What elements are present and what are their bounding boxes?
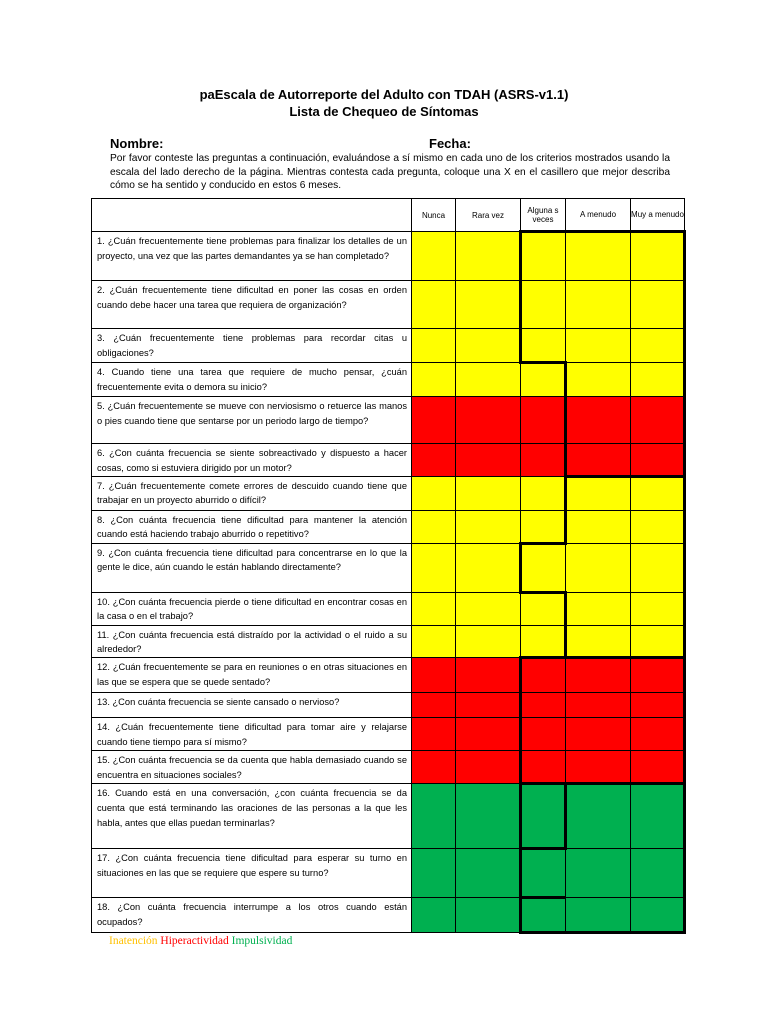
question-text: 9. ¿Con cuánta frecuencia tiene dificultad para concentrarse en lo que la gente le dice, aún cuando le están hablando directamente? <box>92 543 412 592</box>
question-text: 11. ¿Con cuánta frecuencia está distraído por la actividad o el ruido a su alrededor? <box>92 625 412 658</box>
answer-cell-rara-vez[interactable] <box>456 232 521 281</box>
question-row <box>92 718 685 751</box>
answer-cell-algunas-veces[interactable] <box>521 751 566 784</box>
answer-cell-muy-a-menudo[interactable] <box>631 510 685 543</box>
answer-cell-nunca[interactable] <box>412 751 456 784</box>
answer-cell-rara-vez[interactable] <box>456 363 521 397</box>
question-row <box>92 849 685 898</box>
answer-cell-a-menudo[interactable] <box>566 444 631 477</box>
answer-cell-rara-vez[interactable] <box>456 625 521 658</box>
answer-cell-muy-a-menudo[interactable] <box>631 363 685 397</box>
date-label: Fecha: <box>429 136 471 151</box>
answer-cell-muy-a-menudo[interactable] <box>631 444 685 477</box>
answer-cell-muy-a-menudo[interactable] <box>631 232 685 281</box>
answer-cell-algunas-veces[interactable] <box>521 543 566 592</box>
answer-cell-nunca[interactable] <box>412 718 456 751</box>
question-row <box>92 784 685 849</box>
answer-cell-muy-a-menudo[interactable] <box>631 784 685 849</box>
legend-inattention: Inatención <box>109 935 158 947</box>
symptom-checklist-table <box>91 198 686 934</box>
answer-cell-nunca[interactable] <box>412 444 456 477</box>
answer-cell-a-menudo[interactable] <box>566 693 631 718</box>
answer-cell-muy-a-menudo[interactable] <box>631 476 685 510</box>
question-text: 17. ¿Con cuánta frecuencia tiene dificultad para esperar su turno en situaciones en las que se requiere que espere su turno? <box>92 849 412 898</box>
question-row <box>92 592 685 625</box>
form-subtitle: Lista de Chequeo de Síntomas <box>289 104 479 119</box>
answer-cell-algunas-veces[interactable] <box>521 329 566 363</box>
answer-cell-a-menudo[interactable] <box>566 898 631 933</box>
answer-cell-muy-a-menudo[interactable] <box>631 397 685 444</box>
question-row <box>92 898 685 933</box>
answer-cell-nunca[interactable] <box>412 329 456 363</box>
answer-cell-algunas-veces[interactable] <box>521 232 566 281</box>
column-header-nunca: Nunca <box>412 199 456 232</box>
header-row <box>92 199 685 232</box>
question-text: 15. ¿Con cuánta frecuencia se da cuenta que habla demasiado cuando se encuentra en situaciones sociales? <box>92 751 412 784</box>
answer-cell-rara-vez[interactable] <box>456 658 521 693</box>
answer-cell-nunca[interactable] <box>412 363 456 397</box>
answer-cell-nunca[interactable] <box>412 693 456 718</box>
question-row <box>92 363 685 397</box>
answer-cell-nunca[interactable] <box>412 849 456 898</box>
question-header <box>92 199 412 232</box>
answer-cell-algunas-veces[interactable] <box>521 363 566 397</box>
question-row <box>92 232 685 281</box>
question-text: 8. ¿Con cuánta frecuencia tiene dificultad para mantener la atención cuando está haciendo trabajo aburrido o repetitivo? <box>92 510 412 543</box>
column-header-muy-a-menudo: Muy a menudo <box>631 199 685 232</box>
answer-cell-a-menudo[interactable] <box>566 718 631 751</box>
question-row <box>92 397 685 444</box>
answer-cell-algunas-veces[interactable] <box>521 510 566 543</box>
question-row <box>92 281 685 329</box>
answer-cell-algunas-veces[interactable] <box>521 849 566 898</box>
question-row <box>92 658 685 693</box>
question-text: 2. ¿Cuán frecuentemente tiene dificultad en poner las cosas en orden cuando debe hacer una tarea que requiera de organización? <box>92 281 412 329</box>
question-text: 4. Cuando tiene una tarea que requiere de mucho pensar, ¿cuán frecuentemente evita o demora su inicio? <box>92 363 412 397</box>
column-header-a-menudo: A menudo <box>566 199 631 232</box>
answer-cell-rara-vez[interactable] <box>456 849 521 898</box>
answer-cell-muy-a-menudo[interactable] <box>631 543 685 592</box>
answer-cell-muy-a-menudo[interactable] <box>631 658 685 693</box>
answer-cell-a-menudo[interactable] <box>566 329 631 363</box>
question-text: 13. ¿Con cuánta frecuencia se siente cansado o nervioso? <box>92 693 412 718</box>
question-text: 12. ¿Cuán frecuentemente se para en reuniones o en otras situaciones en las que se espera que se quede sentado? <box>92 658 412 693</box>
answer-cell-a-menudo[interactable] <box>566 543 631 592</box>
answer-cell-algunas-veces[interactable] <box>521 281 566 329</box>
answer-cell-a-menudo[interactable] <box>566 784 631 849</box>
question-row <box>92 329 685 363</box>
column-header-algunas-veces: Alguna s veces <box>521 199 566 232</box>
answer-cell-nunca[interactable] <box>412 397 456 444</box>
answer-cell-muy-a-menudo[interactable] <box>631 718 685 751</box>
answer-cell-muy-a-menudo[interactable] <box>631 898 685 933</box>
answer-cell-rara-vez[interactable] <box>456 444 521 477</box>
question-text: 14. ¿Cuán frecuentemente tiene dificultad para tomar aire y relajarse cuando tiene tiempo para sí mismo? <box>92 718 412 751</box>
answer-cell-rara-vez[interactable] <box>456 510 521 543</box>
question-row <box>92 476 685 510</box>
answer-cell-a-menudo[interactable] <box>566 849 631 898</box>
question-text: 1. ¿Cuán frecuentemente tiene problemas para finalizar los detalles de un proyecto, una vez que las partes demandantes ya se han completado? <box>92 232 412 281</box>
answer-cell-a-menudo[interactable] <box>566 658 631 693</box>
answer-cell-a-menudo[interactable] <box>566 751 631 784</box>
question-text: 7. ¿Cuán frecuentemente comete errores de descuido cuando tiene que trabajar en un proyecto aburrido o difícil? <box>92 476 412 510</box>
answer-cell-muy-a-menudo[interactable] <box>631 751 685 784</box>
answer-cell-a-menudo[interactable] <box>566 510 631 543</box>
answer-cell-nunca[interactable] <box>412 592 456 625</box>
answer-cell-a-menudo[interactable] <box>566 625 631 658</box>
answer-cell-algunas-veces[interactable] <box>521 784 566 849</box>
question-text: 10. ¿Con cuánta frecuencia pierde o tiene dificultad en encontrar cosas en la casa o en el trabajo? <box>92 592 412 625</box>
legend-hyperactivity: Hiperactividad <box>160 935 229 947</box>
answer-cell-algunas-veces[interactable] <box>521 625 566 658</box>
question-text: 6. ¿Con cuánta frecuencia se siente sobreactivado y dispuesto a hacer cosas, como si estuviera dirigido por un motor? <box>92 444 412 477</box>
question-row <box>92 444 685 477</box>
answer-cell-rara-vez[interactable] <box>456 693 521 718</box>
answer-cell-a-menudo[interactable] <box>566 363 631 397</box>
question-row <box>92 693 685 718</box>
answer-cell-muy-a-menudo[interactable] <box>631 625 685 658</box>
answer-cell-muy-a-menudo[interactable] <box>631 281 685 329</box>
answer-cell-rara-vez[interactable] <box>456 751 521 784</box>
answer-cell-algunas-veces[interactable] <box>521 693 566 718</box>
answer-cell-algunas-veces[interactable] <box>521 592 566 625</box>
answer-cell-algunas-veces[interactable] <box>521 444 566 477</box>
answer-cell-algunas-veces[interactable] <box>521 658 566 693</box>
answer-cell-muy-a-menudo[interactable] <box>631 849 685 898</box>
answer-cell-algunas-veces[interactable] <box>521 898 566 933</box>
question-text: 5. ¿Cuán frecuentemente se mueve con nerviosismo o retuerce las manos o pies cuando tiene que sentarse por un periodo largo de tiempo? <box>92 397 412 444</box>
answer-cell-nunca[interactable] <box>412 476 456 510</box>
answer-cell-nunca[interactable] <box>412 784 456 849</box>
question-text: 3. ¿Cuán frecuentemente tiene problemas para recordar citas u obligaciones? <box>92 329 412 363</box>
question-text: 16. Cuando está en una conversación, ¿con cuánta frecuencia se da cuenta que está terminando las oraciones de las personas a la que les habla, antes que ellas puedan terminarlas? <box>92 784 412 849</box>
answer-cell-rara-vez[interactable] <box>456 592 521 625</box>
answer-cell-nunca[interactable] <box>412 625 456 658</box>
question-text: 18. ¿Con cuánta frecuencia interrumpe a los otros cuando están ocupados? <box>92 898 412 933</box>
answer-cell-a-menudo[interactable] <box>566 592 631 625</box>
answer-cell-rara-vez[interactable] <box>456 476 521 510</box>
answer-cell-rara-vez[interactable] <box>456 898 521 933</box>
answer-cell-nunca[interactable] <box>412 658 456 693</box>
answer-cell-muy-a-menudo[interactable] <box>631 329 685 363</box>
answer-cell-a-menudo[interactable] <box>566 232 631 281</box>
category-legend <box>109 935 292 947</box>
legend-impulsivity: Impulsividad <box>231 935 293 947</box>
question-row <box>92 510 685 543</box>
answer-cell-muy-a-menudo[interactable] <box>631 592 685 625</box>
name-label: Nombre: <box>110 136 164 151</box>
question-row <box>92 625 685 658</box>
instructions-text: Por favor conteste las preguntas a continuación, evaluándose a sí mismo en cada uno de los criterios mostrados usando la escala del lado derecho de la página. Mientras contesta cada pregunta, coloque una X en el casillero que mejor describa cómo se ha sentido y conducido en estos 6 meses. <box>110 153 670 191</box>
answer-cell-algunas-veces[interactable] <box>521 718 566 751</box>
answer-cell-nunca[interactable] <box>412 898 456 933</box>
answer-cell-rara-vez[interactable] <box>456 397 521 444</box>
answer-cell-muy-a-menudo[interactable] <box>631 693 685 718</box>
answer-cell-algunas-veces[interactable] <box>521 476 566 510</box>
question-row <box>92 543 685 592</box>
answer-cell-nunca[interactable] <box>412 543 456 592</box>
answer-cell-nunca[interactable] <box>412 232 456 281</box>
answer-cell-rara-vez[interactable] <box>456 281 521 329</box>
answer-cell-nunca[interactable] <box>412 510 456 543</box>
form-title: paEscala de Autorreporte del Adulto con TDAH (ASRS-v1.1) <box>199 87 569 102</box>
question-row <box>92 751 685 784</box>
column-header-rara-vez: Rara vez <box>456 199 521 232</box>
answer-cell-a-menudo[interactable] <box>566 397 631 444</box>
answer-cell-rara-vez[interactable] <box>456 329 521 363</box>
answer-cell-a-menudo[interactable] <box>566 476 631 510</box>
answer-cell-nunca[interactable] <box>412 281 456 329</box>
answer-cell-rara-vez[interactable] <box>456 543 521 592</box>
answer-cell-rara-vez[interactable] <box>456 784 521 849</box>
answer-cell-a-menudo[interactable] <box>566 281 631 329</box>
answer-cell-rara-vez[interactable] <box>456 718 521 751</box>
answer-cell-algunas-veces[interactable] <box>521 397 566 444</box>
